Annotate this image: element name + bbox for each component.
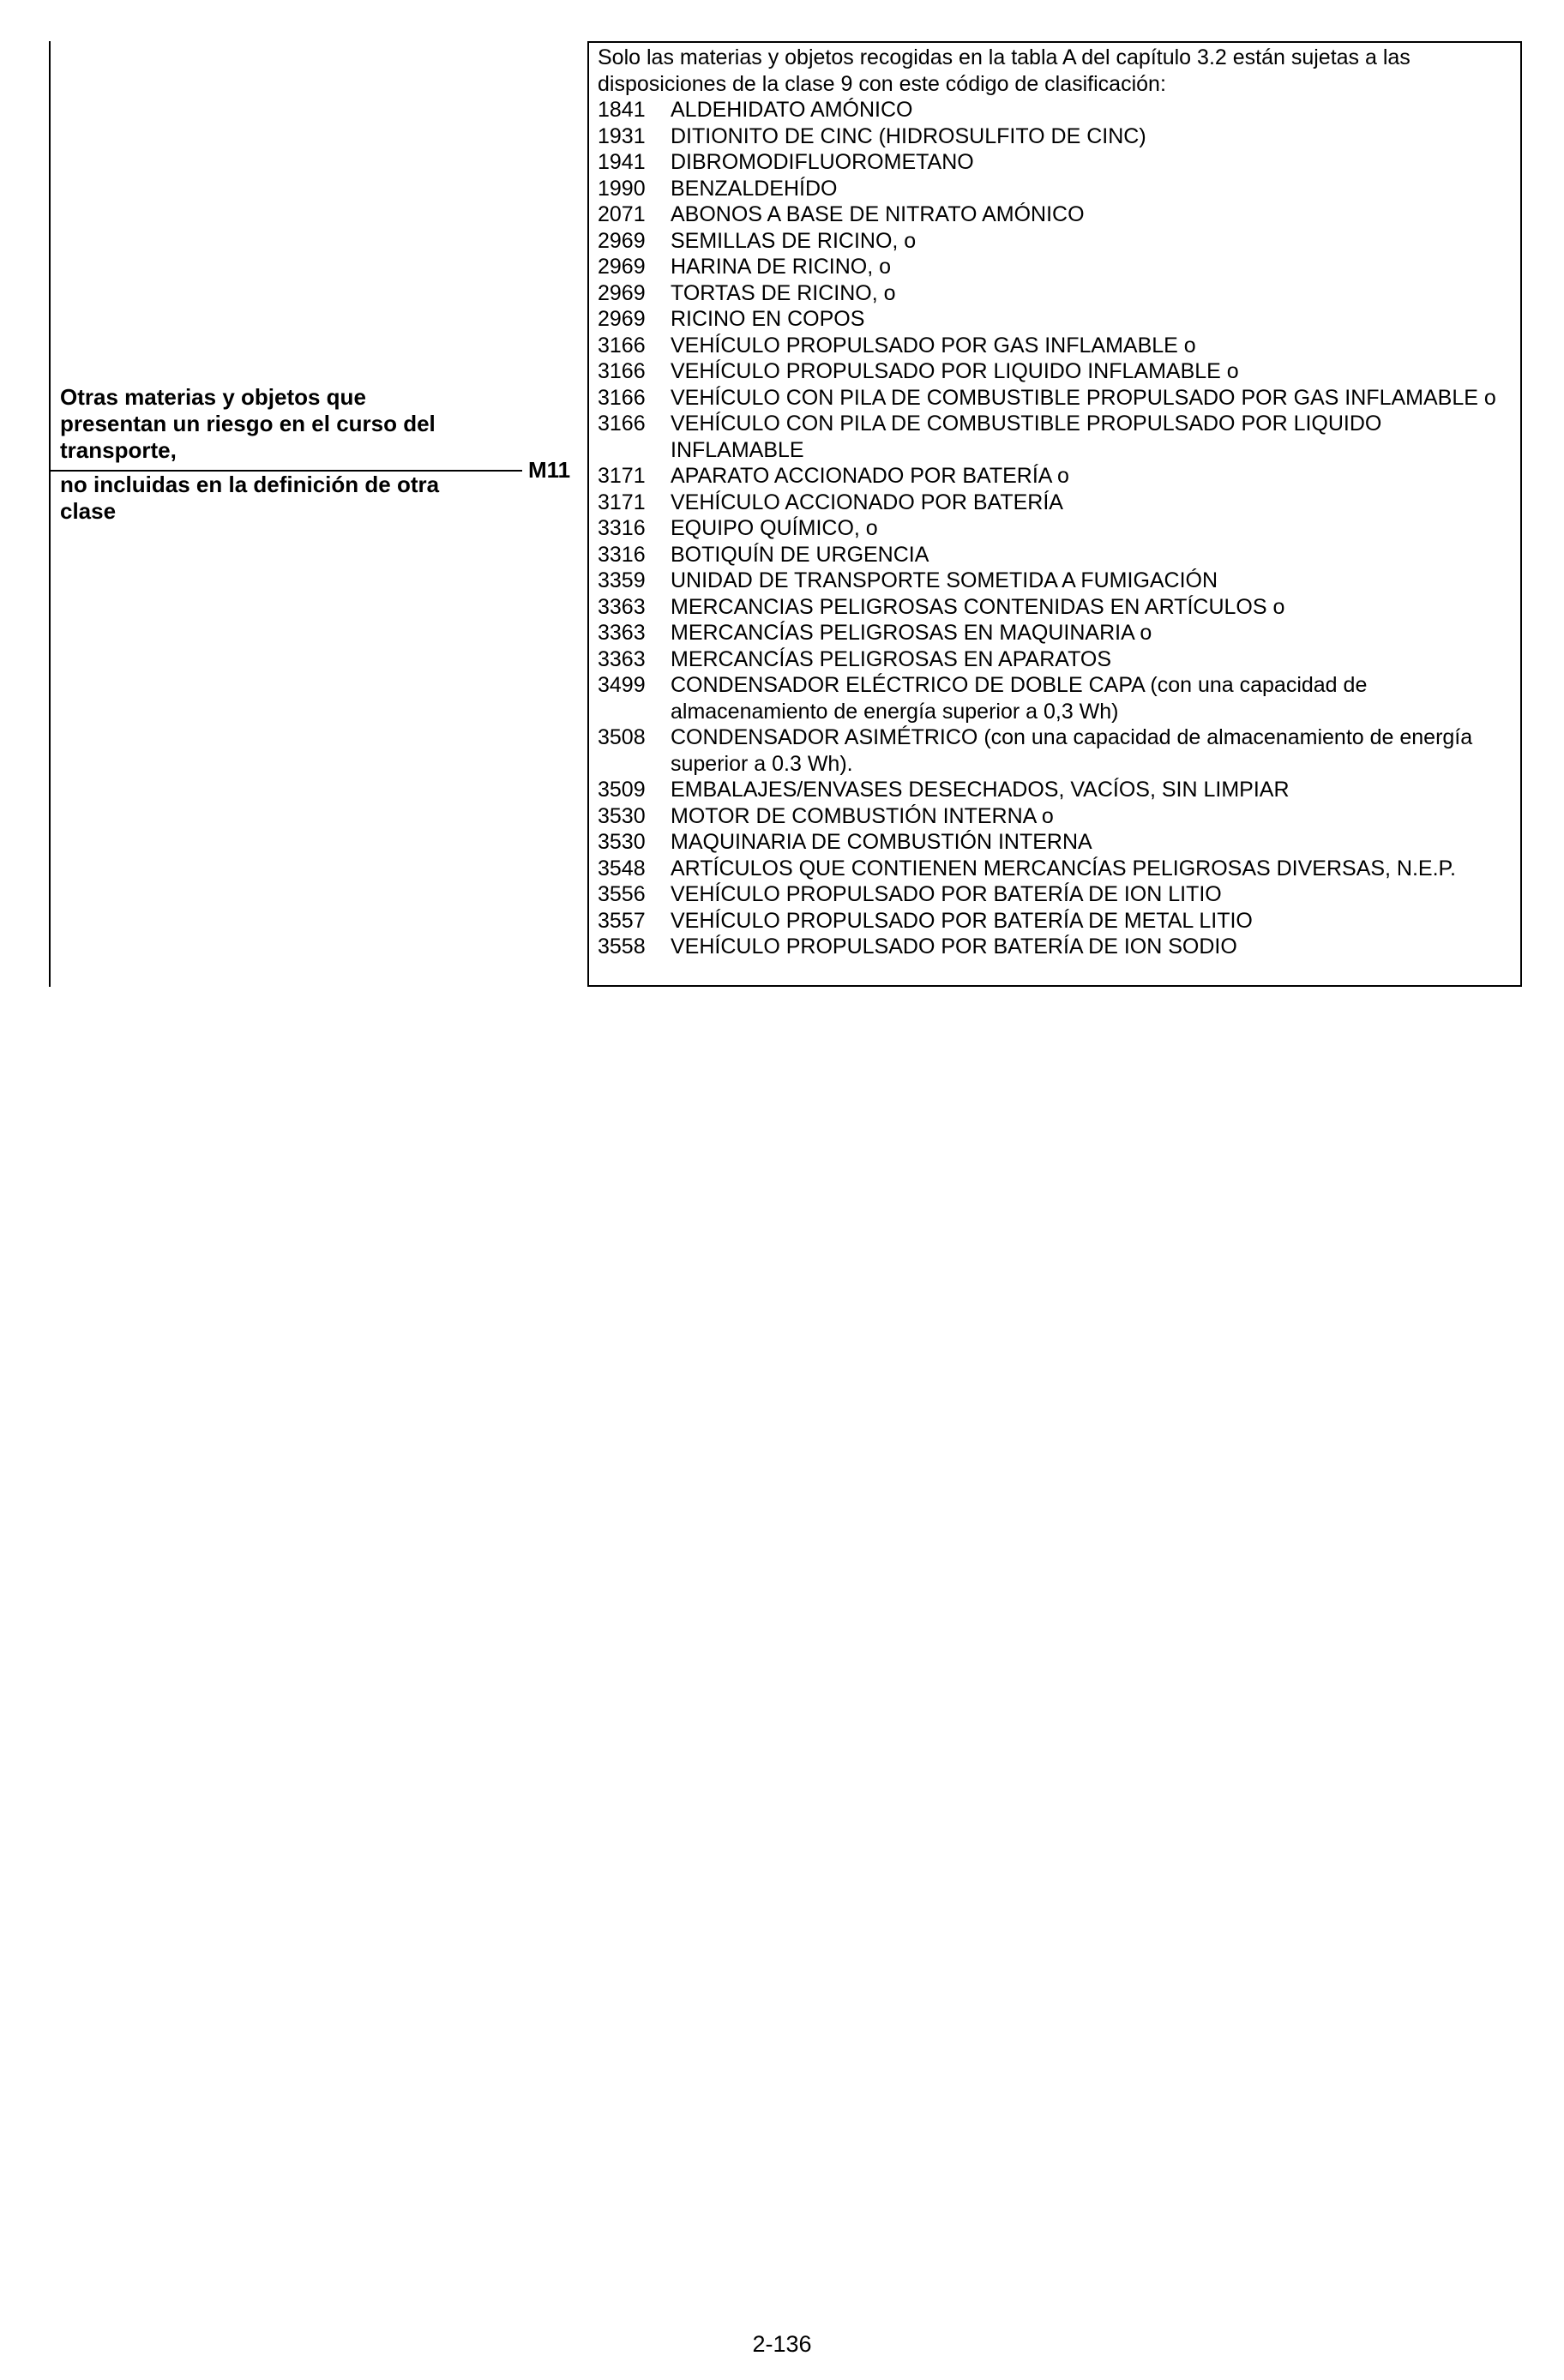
un-number: 3316 bbox=[598, 542, 646, 567]
substance-name: VEHÍCULO CON PILA DE COMBUSTIBLE PROPULSADO POR LIQUIDO INFLAMABLE bbox=[671, 412, 1382, 462]
un-entry bbox=[598, 515, 1512, 542]
un-entry bbox=[598, 803, 1512, 830]
un-entry bbox=[598, 568, 1512, 594]
substance-name: VEHÍCULO PROPULSADO POR BATERÍA DE ION SODIO bbox=[671, 935, 1237, 959]
un-entry bbox=[598, 856, 1512, 882]
un-number: 3363 bbox=[598, 594, 646, 619]
substance-name: BOTIQUÍN DE URGENCIA bbox=[671, 542, 929, 567]
un-entry bbox=[598, 594, 1512, 621]
substance-name: TORTAS DE RICINO, o bbox=[671, 280, 896, 305]
substance-name: ALDEHIDATO AMÓNICO bbox=[671, 98, 913, 122]
un-entry bbox=[598, 306, 1512, 333]
substance-name: MERCANCIAS PELIGROSAS CONTENIDAS EN ARTÍCULOS o bbox=[671, 594, 1285, 619]
un-entry bbox=[598, 228, 1512, 255]
un-number: 3557 bbox=[598, 908, 646, 933]
un-number: 3530 bbox=[598, 830, 646, 854]
substance-name: VEHÍCULO ACCIONADO POR BATERÍA bbox=[671, 490, 1063, 514]
un-number: 2969 bbox=[598, 255, 646, 279]
un-number: 3556 bbox=[598, 882, 646, 906]
un-entry bbox=[598, 149, 1512, 176]
un-number: 3530 bbox=[598, 803, 646, 828]
un-entry bbox=[598, 254, 1512, 280]
un-number: 3166 bbox=[598, 385, 646, 410]
left-column-rule bbox=[49, 41, 51, 987]
un-entry bbox=[598, 333, 1512, 359]
classification-code: M11 bbox=[528, 457, 571, 483]
un-number: 1841 bbox=[598, 98, 646, 122]
un-number: 3171 bbox=[598, 464, 646, 488]
un-number: 3171 bbox=[598, 490, 646, 514]
substance-name: CONDENSADOR ELÉCTRICO DE DOBLE CAPA (con una capacidad de almacenamiento de energía superior a 0,3 Wh) bbox=[671, 673, 1368, 724]
substance-name: RICINO EN COPOS bbox=[671, 307, 865, 331]
substance-name: MERCANCÍAS PELIGROSAS EN APARATOS bbox=[671, 646, 1112, 671]
un-entry bbox=[598, 934, 1512, 960]
un-number: 3166 bbox=[598, 359, 646, 383]
un-number: 3548 bbox=[598, 856, 646, 880]
un-number: 3166 bbox=[598, 412, 646, 436]
substance-name: EQUIPO QUÍMICO, o bbox=[671, 516, 878, 540]
class-heading-line: presentan un riesgo en el curso del bbox=[60, 411, 436, 436]
un-entry bbox=[598, 777, 1512, 803]
un-number: 3359 bbox=[598, 568, 646, 592]
substance-name: MERCANCÍAS PELIGROSAS EN MAQUINARIA o bbox=[671, 621, 1152, 645]
substance-name: SEMILLAS DE RICINO, o bbox=[671, 228, 917, 253]
substance-name: BENZALDEHÍDO bbox=[671, 176, 838, 201]
class-heading-line: no incluidas en la definición de otra bbox=[60, 472, 440, 497]
substance-name: VEHÍCULO CON PILA DE COMBUSTIBLE PROPULSADO POR GAS INFLAMABLE o bbox=[671, 385, 1496, 410]
substance-name: VEHÍCULO PROPULSADO POR BATERÍA DE METAL LITIO bbox=[671, 908, 1253, 933]
un-entry bbox=[598, 411, 1512, 463]
un-entry bbox=[598, 908, 1512, 935]
class-heading-continuation bbox=[60, 472, 523, 525]
un-entry bbox=[598, 829, 1512, 856]
substance-name: CONDENSADOR ASIMÉTRICO (con una capacidad de almacenamiento de energía superior a 0.3 Wh). bbox=[671, 725, 1473, 776]
un-number: 3363 bbox=[598, 621, 646, 645]
substance-name: MOTOR DE COMBUSTIÓN INTERNA o bbox=[671, 803, 1054, 828]
un-number: 3508 bbox=[598, 725, 646, 749]
class-heading-line: clase bbox=[60, 498, 117, 524]
un-number: 2969 bbox=[598, 228, 646, 253]
un-entry bbox=[598, 881, 1512, 908]
substance-name: DIBROMODIFLUOROMETANO bbox=[671, 150, 974, 174]
class-heading-line: Otras materias y objetos que bbox=[60, 384, 366, 410]
class-heading-line: transporte, bbox=[60, 437, 177, 463]
class-heading bbox=[60, 384, 523, 464]
un-entry bbox=[598, 724, 1512, 777]
un-number: 3363 bbox=[598, 646, 646, 671]
intro-text: Solo las materias y objetos recogidas en la tabla A del capítulo 3.2 están sujetas a las disposiciones de la clase 9 con este código de clasificación: bbox=[598, 45, 1411, 96]
substance-name: ABONOS A BASE DE NITRATO AMÓNICO bbox=[671, 202, 1085, 226]
substance-name: UNIDAD DE TRANSPORTE SOMETIDA A FUMIGACIÓN bbox=[671, 568, 1218, 592]
un-entry bbox=[598, 672, 1512, 724]
substance-name: APARATO ACCIONADO POR BATERÍA o bbox=[671, 464, 1069, 488]
substance-name: VEHÍCULO PROPULSADO POR BATERÍA DE ION LITIO bbox=[671, 882, 1222, 906]
un-entry bbox=[598, 463, 1512, 490]
un-number: 2071 bbox=[598, 202, 646, 226]
un-entry bbox=[598, 490, 1512, 516]
un-number: 3316 bbox=[598, 516, 646, 540]
un-number: 2969 bbox=[598, 307, 646, 331]
un-entry bbox=[598, 358, 1512, 385]
un-entry bbox=[598, 385, 1512, 412]
substance-name: ARTÍCULOS QUE CONTIENEN MERCANCÍAS PELIGROSAS DIVERSAS, N.E.P. bbox=[671, 856, 1456, 880]
substance-name: DITIONITO DE CINC (HIDROSULFITO DE CINC) bbox=[671, 123, 1146, 148]
substance-name: EMBALAJES/ENVASES DESECHADOS, VACÍOS, SIN LIMPIAR bbox=[671, 778, 1290, 802]
substance-name: MAQUINARIA DE COMBUSTIÓN INTERNA bbox=[671, 830, 1092, 854]
un-number: 3499 bbox=[598, 673, 646, 697]
un-entry bbox=[598, 176, 1512, 202]
page-number: 2-136 bbox=[752, 2331, 812, 2357]
substance-name: HARINA DE RICINO, o bbox=[671, 255, 891, 279]
un-number: 1990 bbox=[598, 176, 646, 201]
un-number: 3166 bbox=[598, 333, 646, 358]
substance-name: VEHÍCULO PROPULSADO POR GAS INFLAMABLE o bbox=[671, 333, 1196, 358]
un-entry bbox=[598, 280, 1512, 307]
un-number: 3558 bbox=[598, 935, 646, 959]
un-entry-list bbox=[598, 97, 1512, 960]
un-number: 3509 bbox=[598, 778, 646, 802]
un-entry bbox=[598, 620, 1512, 646]
un-entry bbox=[598, 542, 1512, 568]
un-number: 1931 bbox=[598, 123, 646, 148]
un-entry bbox=[598, 646, 1512, 673]
un-number: 2969 bbox=[598, 280, 646, 305]
un-entry bbox=[598, 97, 1512, 123]
un-entry bbox=[598, 123, 1512, 150]
un-number: 1941 bbox=[598, 150, 646, 174]
substance-name: VEHÍCULO PROPULSADO POR LIQUIDO INFLAMABLE o bbox=[671, 359, 1239, 383]
substances-box bbox=[587, 41, 1522, 987]
un-entry bbox=[598, 201, 1512, 228]
